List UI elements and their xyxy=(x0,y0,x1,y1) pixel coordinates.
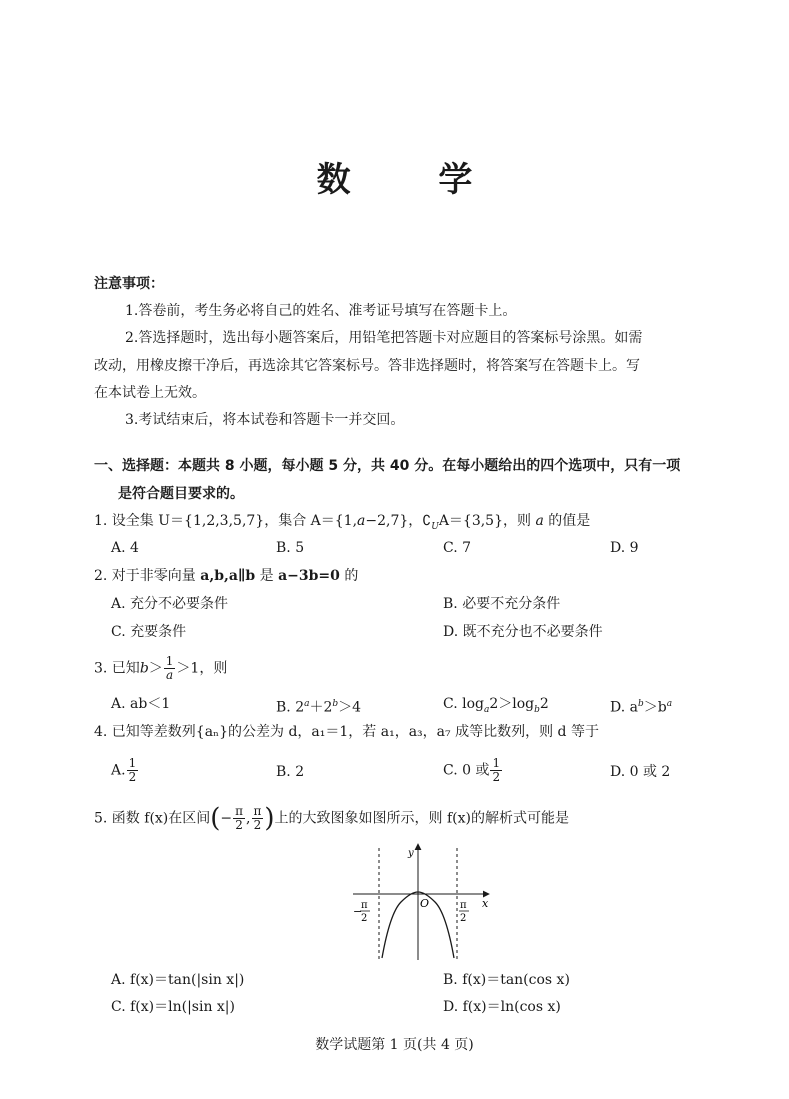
q3-option-b xyxy=(276,693,361,719)
q2-option-b: B. 必要不充分条件 xyxy=(443,596,561,612)
q5-prefix: 5. 函数 f(x)在区间 xyxy=(94,810,211,827)
q2-option-d: D. 既不充分也不必要条件 xyxy=(443,624,603,640)
q2-mid: 是 xyxy=(259,568,274,584)
q3-optd-exp1: b xyxy=(637,699,644,709)
y-axis-label: y xyxy=(408,848,414,859)
q5-option-a: A. f(x)＝tan(|sin x|) xyxy=(111,972,245,988)
q1-var-a: a xyxy=(357,513,366,529)
question-4: 4. 已知等差数列{aₙ}的公差为 d，a₁＝1，若 a₁，a₃，a₇ 成等比数列，则 d 等于 xyxy=(94,724,599,740)
q4-optc-num: 1 xyxy=(492,756,501,770)
notice-item-2a: 2.答选择题时，选出每小题答案后，用铅笔把答题卡对应题目的答案标号涂黑。如需 xyxy=(125,330,643,346)
q4-opta-label: A. xyxy=(111,762,126,779)
q5-low-den: 2 xyxy=(235,818,243,832)
q5-graph xyxy=(345,840,495,965)
q3-optb-exp1: a xyxy=(304,699,310,709)
origin-label: O xyxy=(420,897,430,910)
q4-opta-den: 2 xyxy=(128,770,137,784)
q4-optc-den: 2 xyxy=(492,770,501,784)
q5-interval-low xyxy=(233,805,245,832)
notice-item-2c: 在本试卷上无效。 xyxy=(94,385,206,401)
q2-vectors: a,b,a∥b xyxy=(200,568,256,584)
notice-heading: 注意事项： xyxy=(94,276,164,292)
q3-end: ＞1，则 xyxy=(176,660,228,677)
q2-end: 的 xyxy=(344,568,359,584)
q3-option-d xyxy=(610,693,672,719)
q5-right-paren: ) xyxy=(264,803,275,834)
q3-optc-end: 2 xyxy=(539,696,549,712)
q1-option-d: D. 9 xyxy=(610,540,639,556)
left-two-label: 2 xyxy=(361,913,368,924)
q5-option-d: D. f(x)＝ln(cos x) xyxy=(443,999,561,1015)
x-axis-label: x xyxy=(482,897,489,910)
q4-optc-fraction xyxy=(490,757,502,784)
q3-optd-mid: ＞b xyxy=(643,699,667,716)
question-3 xyxy=(94,655,227,682)
q3-option-a: A. ab＜1 xyxy=(111,696,171,712)
notice-item-1: 1.答卷前，考生务必将自己的姓名、准考证号填写在答题卡上。 xyxy=(125,303,517,319)
q3-prefix: 3. 已知 xyxy=(94,660,140,677)
q5-left-paren: ( xyxy=(210,803,221,834)
q3-optb-exp2: b xyxy=(332,699,339,709)
question-1 xyxy=(94,510,590,538)
q3-fraction xyxy=(164,655,176,682)
q5-end: 上的大致图象如图所示，则 f(x)的解析式可能是 xyxy=(274,810,569,827)
q4-option-d: D. 0 或 2 xyxy=(610,764,671,780)
right-two-label: 2 xyxy=(460,913,467,924)
q3-optb-pre: B. 2 xyxy=(276,699,305,716)
notice-item-3: 3.考试结束后，将本试卷和答题卡一并交回。 xyxy=(125,412,405,428)
left-pi-label: π xyxy=(361,900,368,911)
q5-high-den: 2 xyxy=(253,818,262,832)
q1-tail: A＝{3,5}，则 xyxy=(438,513,532,529)
question-2 xyxy=(94,565,358,587)
q5-option-b: B. f(x)＝tan(cos x) xyxy=(443,972,570,988)
q2-option-a: A. 充分不必要条件 xyxy=(111,596,229,612)
notice-item-2b: 改动，用橡皮擦干净后，再选涂其它答案标号。答非选择题时，将答案写在答题卡上。写 xyxy=(94,358,640,374)
q3-optb-mid: ＋2 xyxy=(309,699,333,716)
q3-frac-den: a xyxy=(166,668,174,682)
q3-var-b: b xyxy=(139,660,149,677)
q1-option-c: C. 7 xyxy=(443,540,472,556)
q3-optd-exp2: a xyxy=(666,699,673,709)
q3-gt: ＞ xyxy=(148,660,163,677)
right-pi-label: π xyxy=(460,900,467,911)
q4-option-a xyxy=(111,757,139,784)
q3-frac-num: 1 xyxy=(165,654,174,668)
q1-sub-u: U xyxy=(431,521,439,532)
left-minus: − xyxy=(353,905,363,918)
q4-option-c xyxy=(443,757,503,784)
q1-prefix: 1. 设全集 U＝{1,2,3,5,7}，集合 A＝{1, xyxy=(94,513,358,529)
q3-optc-sub1: a xyxy=(483,704,490,715)
q3-option-c xyxy=(443,693,549,721)
section-heading-line1: 一、选择题：本题共 8 小题，每小题 5 分，共 40 分。在每小题给出的四个选项中，只有一项 xyxy=(94,458,681,474)
q4-optc-label: C. 0 或 xyxy=(443,762,490,779)
q2-option-c: C. 充要条件 xyxy=(111,624,187,640)
q5-high-num: π xyxy=(253,804,262,818)
q2-expr: a−3b=0 xyxy=(278,568,340,584)
q3-optd-pre: D. a xyxy=(610,699,638,716)
q3-optc-sub2: b xyxy=(534,704,540,715)
q3-optc-mid: 2＞log xyxy=(489,696,535,712)
q5-option-c: C. f(x)＝ln(|sin x|) xyxy=(111,999,235,1015)
q4-option-b: B. 2 xyxy=(276,764,305,780)
q1-option-b: B. 5 xyxy=(276,540,305,556)
q3-optb-end: ＞4 xyxy=(338,699,362,716)
q5-low-num: π xyxy=(235,804,244,818)
section-heading-line2: 是符合题目要求的。 xyxy=(118,486,244,502)
page-title: 数 学 xyxy=(316,160,511,200)
q4-opta-num: 1 xyxy=(128,756,137,770)
q1-end: 的值是 xyxy=(548,513,591,529)
q3-optc-pre: C. log xyxy=(443,696,484,712)
q4-opta-fraction xyxy=(127,757,139,784)
q2-prefix: 2. 对于非零向量 xyxy=(94,568,196,584)
q5-interval-high xyxy=(252,805,264,832)
q1-mid: −2,7}，∁ xyxy=(365,513,432,529)
q1-option-a: A. 4 xyxy=(111,540,139,556)
question-5: 5. 函数 f(x)在区间(− $\frac{\pi}{2}$ , $\frac{\pi}{2}$ )上的大致图象如图所示，则 f(x)的解析式可能是 xyxy=(94,803,569,834)
page-footer: 数学试题第 1 页(共 4 页) xyxy=(315,1037,474,1053)
q1-var-a2: a xyxy=(535,513,544,529)
